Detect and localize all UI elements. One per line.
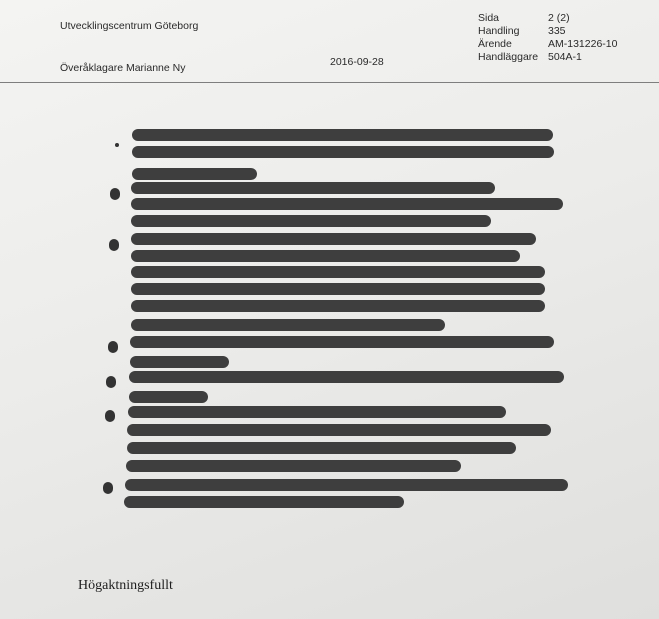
redacted-line <box>131 215 491 227</box>
redacted-line <box>131 182 495 194</box>
redacted-line <box>126 460 461 472</box>
redacted-line <box>131 300 545 312</box>
meta-row-case <box>478 38 617 51</box>
bullet-marker <box>106 376 116 388</box>
bullet-marker <box>105 410 115 422</box>
redacted-line <box>130 356 229 368</box>
bullet-marker <box>103 482 113 494</box>
redacted-line <box>131 319 445 331</box>
meta-value: 2 (2) <box>548 12 570 24</box>
redacted-line <box>131 233 536 245</box>
meta-key: Ärende <box>478 38 512 50</box>
meta-row-officer <box>478 51 617 64</box>
meta-value: AM-131226-10 <box>548 38 618 50</box>
redacted-line <box>128 406 506 418</box>
redacted-line <box>132 146 554 158</box>
bullet-marker <box>109 239 119 251</box>
redacted-line <box>131 283 545 295</box>
redacted-line <box>131 198 563 210</box>
redacted-line <box>129 391 208 403</box>
header-divider <box>0 82 659 83</box>
meta-value: 504A-1 <box>548 51 582 63</box>
redacted-line <box>125 479 568 491</box>
redacted-line <box>131 250 520 262</box>
bullet-marker <box>115 143 119 147</box>
redacted-line <box>130 336 554 348</box>
redacted-line <box>127 424 551 436</box>
document-meta <box>478 12 617 64</box>
meta-value: 335 <box>548 25 566 37</box>
meta-key: Sida <box>478 12 500 24</box>
organization-name: Utvecklingscentrum Göteborg <box>60 20 199 32</box>
redacted-line <box>127 442 516 454</box>
redacted-line <box>129 371 564 383</box>
meta-key: Handling <box>478 25 520 37</box>
meta-row-page <box>478 12 617 25</box>
meta-key: Handläggare <box>478 51 539 63</box>
redacted-line <box>131 266 545 278</box>
meta-row-document <box>478 25 617 38</box>
redacted-line <box>132 168 257 180</box>
bullet-marker <box>110 188 120 200</box>
redacted-line <box>132 129 553 141</box>
bullet-marker <box>108 341 118 353</box>
document-date: 2016-09-28 <box>330 56 384 68</box>
closing-salutation: Högaktningsfullt <box>78 578 173 593</box>
redacted-line <box>124 496 404 508</box>
prosecutor-name: Överåklagare Marianne Ny <box>60 62 186 74</box>
